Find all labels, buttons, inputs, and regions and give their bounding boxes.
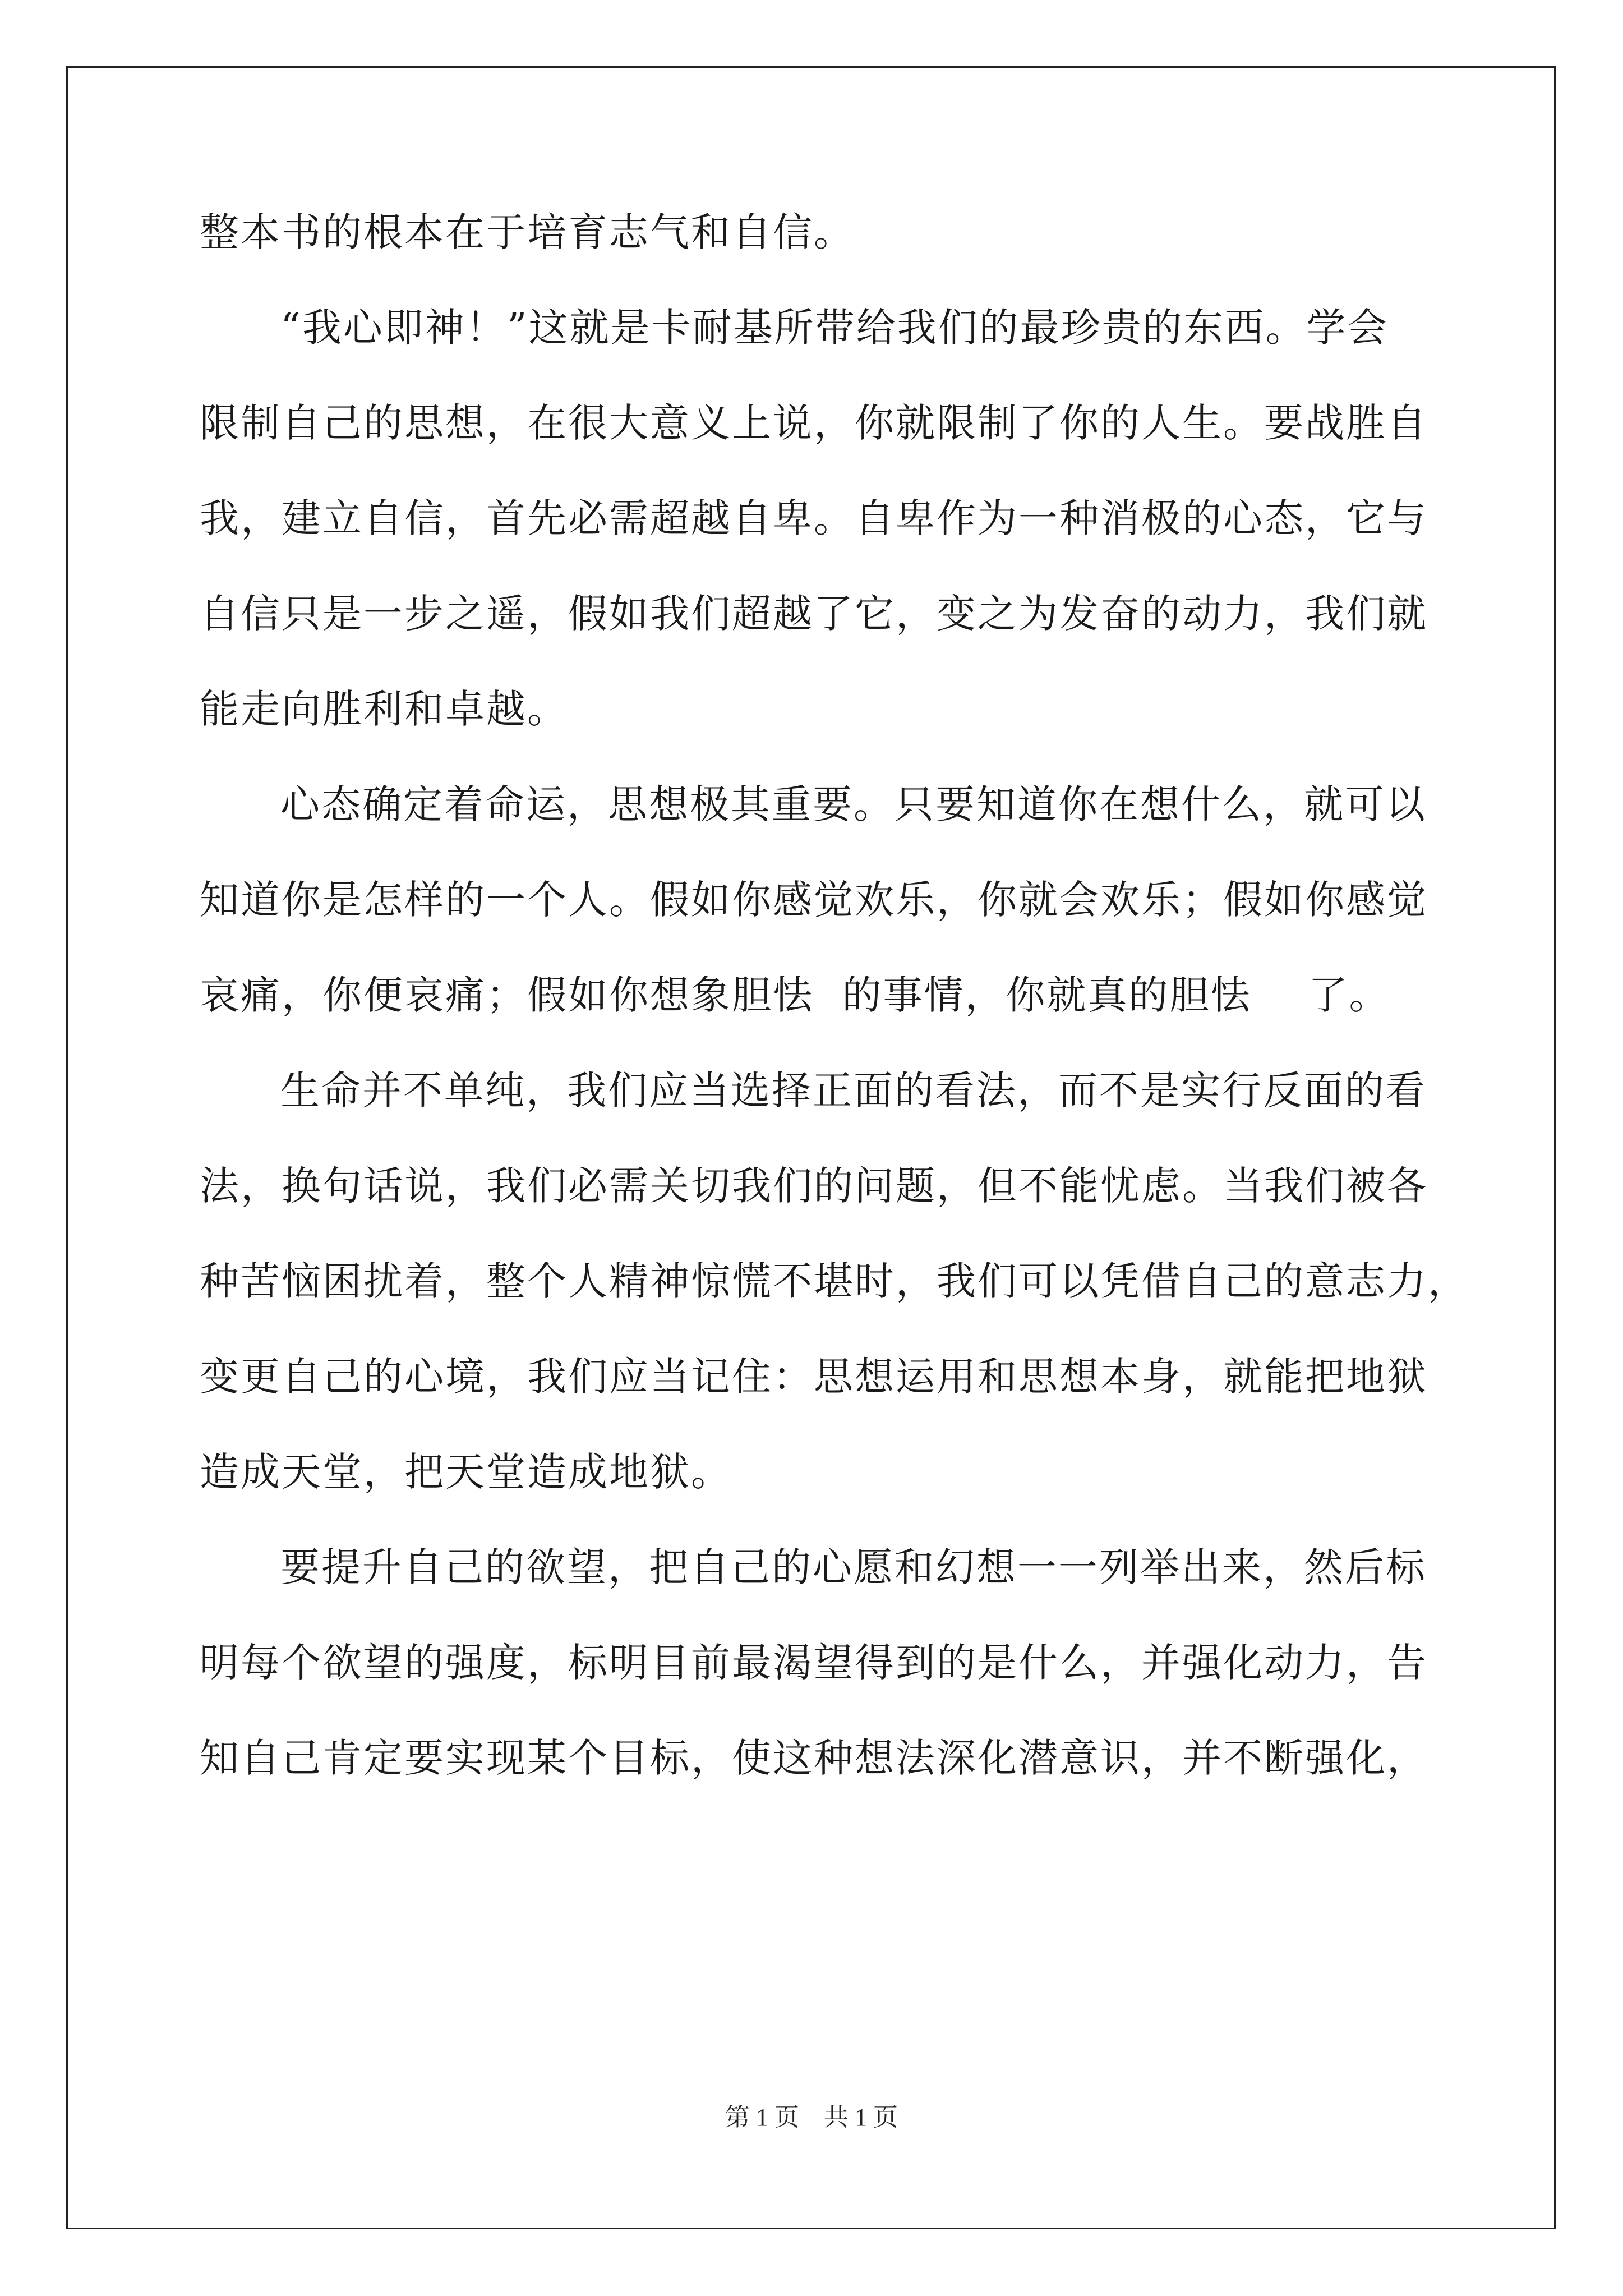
document-body <box>200 209 1469 1833</box>
text-line-16: 明每个欲望的强度，标明目前最渴望得到的是什么，并强化动力，告 <box>200 1640 1428 1686</box>
text-line-10: 生命并不单纯，我们应当选择正面的看法，而不是实行反面的看 <box>280 1068 1427 1114</box>
text-line-6: 能走向胜利和卓越。 <box>200 686 568 732</box>
page-number-label: 第 1 页 共 1 页 <box>725 2104 898 2131</box>
text-line-7: 心态确定着命运，思想极其重要。只要知道你在想什么，就可以 <box>280 781 1427 827</box>
text-line-3: 限制自己的思想，在很大意义上说，你就限制了你的人生。要战胜自 <box>200 400 1428 446</box>
text-line-14: 造成天堂，把天堂造成地狱。 <box>200 1449 732 1495</box>
text-line-4: 我，建立自信，首先必需超越自卑。自卑作为一种消极的心态，它与 <box>200 495 1428 541</box>
text-line-1: 整本书的根本在于培育志气和自信。 <box>200 209 855 255</box>
text-line-9: 哀痛，你便哀痛；假如你想象胆怯 的事情，你就真的胆怯 了。 <box>200 972 1390 1018</box>
text-line-15: 要提升自己的欲望，把自己的心愿和幻想一一列举出来，然后标 <box>280 1544 1427 1590</box>
text-line-12: 种苦恼困扰着，整个人精神惊慌不堪时，我们可以凭借自己的意志力， <box>200 1258 1469 1304</box>
text-line-17: 知自己肯定要实现某个目标，使这种想法深化潜意识，并不断强化， <box>200 1735 1428 1781</box>
page-footer <box>0 2097 1623 2133</box>
text-line-11: 法，换句话说，我们必需关切我们的问题，但不能忧虑。当我们被各 <box>200 1163 1428 1209</box>
text-line-5: 自信只是一步之遥，假如我们超越了它，变之为发奋的动力，我们就 <box>200 591 1428 637</box>
text-line-2: “我心即神！”这就是卡耐基所带给我们的最珍贵的东西。学会 <box>280 305 1389 351</box>
text-line-8: 知道你是怎样的一个人。假如你感觉欢乐，你就会欢乐；假如你感觉 <box>200 877 1428 923</box>
text-line-13: 变更自己的心境，我们应当记住：思想运用和思想本身，就能把地狱 <box>200 1354 1428 1400</box>
